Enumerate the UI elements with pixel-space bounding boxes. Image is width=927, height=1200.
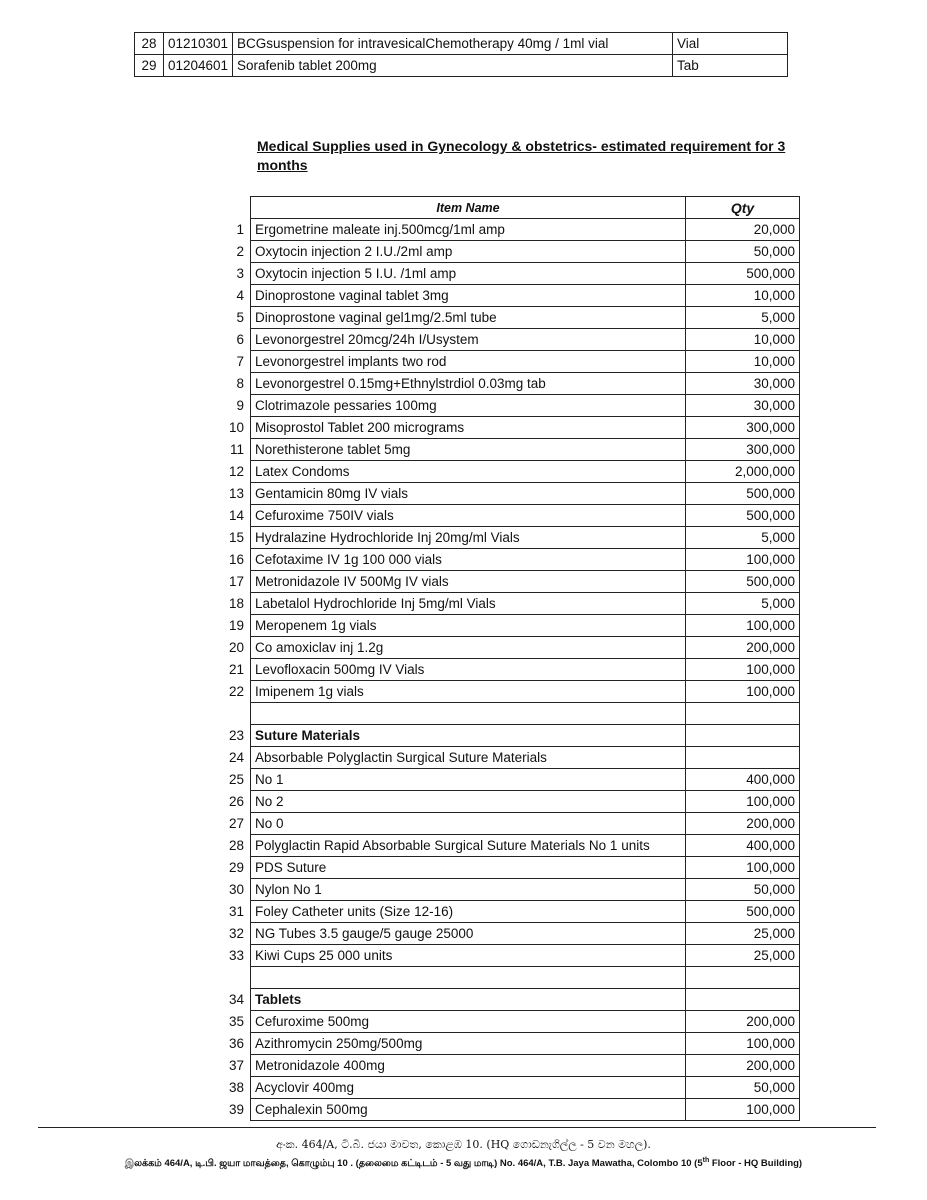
table-row xyxy=(216,879,800,901)
table-row xyxy=(216,835,800,857)
item-qty: 500,000 xyxy=(686,263,800,285)
table-row xyxy=(216,439,800,461)
table-row xyxy=(216,637,800,659)
table-row xyxy=(216,219,800,241)
qty-header: Qty xyxy=(686,197,800,219)
item-qty xyxy=(686,703,800,725)
item-qty: 100,000 xyxy=(686,659,800,681)
item-name: Acyclovir 400mg xyxy=(251,1077,686,1099)
item-name: NG Tubes 3.5 gauge/5 gauge 25000 xyxy=(251,923,686,945)
table-row xyxy=(216,549,800,571)
item-qty: 10,000 xyxy=(686,351,800,373)
item-qty: 100,000 xyxy=(686,857,800,879)
item-name: Ergometrine maleate inj.500mcg/1ml amp xyxy=(251,219,686,241)
table-row xyxy=(216,901,800,923)
item-qty: 200,000 xyxy=(686,1011,800,1033)
item-name: Cefotaxime IV 1g 100 000 vials xyxy=(251,549,686,571)
row-number: 29 xyxy=(228,860,244,875)
row-number: 3 xyxy=(236,266,244,281)
item-qty: 100,000 xyxy=(686,681,800,703)
table-row xyxy=(135,33,788,55)
row-number: 28 xyxy=(135,33,164,55)
item-name: Latex Condoms xyxy=(251,461,686,483)
footer-address-text: இலக்கம் 464/A, டி.பி. ஜயா மாவத்தை, கொழும்பு 10 . (தலைமை கட்டிடம் - 5 வது மாடி) No. 464/A, T.B. Jaya Mawatha, Colombo 10 (5 xyxy=(124,1158,703,1170)
item-qty xyxy=(686,725,800,747)
item-qty: 500,000 xyxy=(686,483,800,505)
item-qty: 25,000 xyxy=(686,923,800,945)
row-number: 32 xyxy=(228,926,244,941)
item-name: BCGsuspension for intravesicalChemotherapy 40mg / 1ml vial xyxy=(233,33,673,55)
item-qty xyxy=(686,967,800,989)
item-name: Cefuroxime 500mg xyxy=(251,1011,686,1033)
table-row xyxy=(216,1099,800,1121)
item-name: Labetalol Hydrochloride Inj 5mg/ml Vials xyxy=(251,593,686,615)
item-qty: 5,000 xyxy=(686,593,800,615)
row-number: 13 xyxy=(228,486,244,501)
footer-divider xyxy=(38,1127,876,1128)
table-row xyxy=(216,329,800,351)
item-qty: 100,000 xyxy=(686,549,800,571)
item-name: Metronidazole 400mg xyxy=(251,1055,686,1077)
table-row xyxy=(216,769,800,791)
table-row xyxy=(216,307,800,329)
section-label: Suture Materials xyxy=(251,725,686,747)
table-row xyxy=(135,55,788,77)
row-number: 23 xyxy=(228,728,244,743)
row-number: 21 xyxy=(228,662,244,677)
item-name: Hydralazine Hydrochloride Inj 20mg/ml Vials xyxy=(251,527,686,549)
item-name: Norethisterone tablet 5mg xyxy=(251,439,686,461)
row-number: 12 xyxy=(228,464,244,479)
item-name: Oxytocin injection 2 I.U./2ml amp xyxy=(251,241,686,263)
table-row xyxy=(216,1033,800,1055)
section-label: Tablets xyxy=(251,989,686,1011)
table-row xyxy=(216,1077,800,1099)
row-number: 2 xyxy=(236,244,244,259)
item-name xyxy=(251,703,686,725)
item-name: Sorafenib tablet 200mg xyxy=(233,55,673,77)
item-qty: 50,000 xyxy=(686,1077,800,1099)
item-name: Azithromycin 250mg/500mg xyxy=(251,1033,686,1055)
item-qty: 300,000 xyxy=(686,439,800,461)
item-name: Meropenem 1g vials xyxy=(251,615,686,637)
item-qty: 50,000 xyxy=(686,879,800,901)
row-number: 9 xyxy=(236,398,244,413)
item-name: Foley Catheter units (Size 12-16) xyxy=(251,901,686,923)
row-number xyxy=(216,703,251,725)
item-name: No 1 xyxy=(251,769,686,791)
item-name: Levonorgestrel 20mcg/24h I/Usystem xyxy=(251,329,686,351)
item-name: Dinoprostone vaginal gel1mg/2.5ml tube xyxy=(251,307,686,329)
item-qty: 10,000 xyxy=(686,329,800,351)
item-name: Misoprostol Tablet 200 micrograms xyxy=(251,417,686,439)
item-qty: 10,000 xyxy=(686,285,800,307)
row-number: 36 xyxy=(228,1036,244,1051)
row-number: 35 xyxy=(228,1014,244,1029)
table-row xyxy=(216,945,800,967)
row-number: 29 xyxy=(135,55,164,77)
item-qty: 400,000 xyxy=(686,769,800,791)
item-name: Polyglactin Rapid Absorbable Surgical Suture Materials No 1 units xyxy=(251,835,686,857)
row-number: 17 xyxy=(228,574,244,589)
row-number: 18 xyxy=(228,596,244,611)
item-name: PDS Suture xyxy=(251,857,686,879)
item-name: Levofloxacin 500mg IV Vials xyxy=(251,659,686,681)
table-row xyxy=(216,747,800,769)
table-row xyxy=(216,571,800,593)
row-number: 10 xyxy=(228,420,244,435)
item-qty: 500,000 xyxy=(686,505,800,527)
row-number: 1 xyxy=(236,222,244,237)
item-qty: 5,000 xyxy=(686,527,800,549)
row-number: 7 xyxy=(236,354,244,369)
table-header-row xyxy=(216,197,800,219)
row-number: 26 xyxy=(228,794,244,809)
item-qty: 30,000 xyxy=(686,395,800,417)
row-number: 16 xyxy=(228,552,244,567)
item-name: Metronidazole IV 500Mg IV vials xyxy=(251,571,686,593)
item-qty: 30,000 xyxy=(686,373,800,395)
table-row xyxy=(216,461,800,483)
row-number: 31 xyxy=(228,904,244,919)
table-row xyxy=(216,681,800,703)
section-heading: Medical Supplies used in Gynecology & obstetrics- estimated requirement for 3 months xyxy=(257,138,786,173)
item-qty: 100,000 xyxy=(686,1033,800,1055)
row-number: 22 xyxy=(228,684,244,699)
table-row xyxy=(216,593,800,615)
item-qty: 200,000 xyxy=(686,637,800,659)
row-number: 37 xyxy=(228,1058,244,1073)
item-name: No 0 xyxy=(251,813,686,835)
item-qty xyxy=(686,989,800,1011)
row-number: 33 xyxy=(228,948,244,963)
table-row xyxy=(216,615,800,637)
item-name: Levonorgestrel 0.15mg+Ethnylstrdiol 0.03mg tab xyxy=(251,373,686,395)
table-row xyxy=(216,505,800,527)
footer-address-ordinal: th xyxy=(702,1157,710,1164)
item-name: No 2 xyxy=(251,791,686,813)
footer-address-sinhala: අංක. 464/A, ටී.බී. ජයා මාවත, කොළඹ 10. (HQ ගොඩනැගිල්ල - 5 වන මහල). xyxy=(276,1138,651,1151)
item-qty: 400,000 xyxy=(686,835,800,857)
section-row xyxy=(216,725,800,747)
item-qty: 100,000 xyxy=(686,615,800,637)
item-unit: Tab xyxy=(673,55,788,77)
table-row xyxy=(216,285,800,307)
table-row xyxy=(216,967,800,989)
item-qty: 20,000 xyxy=(686,219,800,241)
table-row xyxy=(216,659,800,681)
item-name: Co amoxiclav inj 1.2g xyxy=(251,637,686,659)
item-name: Cephalexin 500mg xyxy=(251,1099,686,1121)
footer-address-tamil-english xyxy=(0,1157,927,1170)
item-qty: 200,000 xyxy=(686,1055,800,1077)
table-row xyxy=(216,483,800,505)
footer-address-suffix: Floor - HQ Building) xyxy=(709,1158,803,1170)
row-number: 11 xyxy=(229,442,244,457)
item-qty xyxy=(686,747,800,769)
row-number: 20 xyxy=(228,640,244,655)
table-row xyxy=(216,1055,800,1077)
row-number: 14 xyxy=(228,508,244,523)
row-number: 30 xyxy=(228,882,244,897)
item-name: Levonorgestrel implants two rod xyxy=(251,351,686,373)
number-column-header xyxy=(216,197,251,219)
row-number: 8 xyxy=(236,376,244,391)
table-row xyxy=(216,527,800,549)
item-name: Imipenem 1g vials xyxy=(251,681,686,703)
table-row xyxy=(216,395,800,417)
item-name: Oxytocin injection 5 I.U. /1ml amp xyxy=(251,263,686,285)
row-number: 19 xyxy=(228,618,244,633)
previous-table-continuation xyxy=(134,32,788,77)
item-name-header: Item Name xyxy=(251,197,686,219)
item-qty: 500,000 xyxy=(686,901,800,923)
item-unit: Vial xyxy=(673,33,788,55)
table-row xyxy=(216,417,800,439)
row-number: 15 xyxy=(228,530,244,545)
row-number xyxy=(216,967,251,989)
item-name: Clotrimazole pessaries 100mg xyxy=(251,395,686,417)
item-qty: 500,000 xyxy=(686,571,800,593)
row-number: 6 xyxy=(236,332,244,347)
item-name: Gentamicin 80mg IV vials xyxy=(251,483,686,505)
row-number: 38 xyxy=(228,1080,244,1095)
item-code: 01210301 xyxy=(164,33,233,55)
row-number: 34 xyxy=(228,992,244,1007)
item-qty: 2,000,000 xyxy=(686,461,800,483)
row-number: 5 xyxy=(236,310,244,325)
item-name: Cefuroxime 750IV vials xyxy=(251,505,686,527)
row-number: 4 xyxy=(236,288,244,303)
item-qty: 100,000 xyxy=(686,791,800,813)
table-row xyxy=(216,703,800,725)
item-qty: 5,000 xyxy=(686,307,800,329)
item-name: Nylon No 1 xyxy=(251,879,686,901)
table-row xyxy=(216,923,800,945)
supplies-table xyxy=(216,196,800,1121)
section-row xyxy=(216,989,800,1011)
item-name: Dinoprostone vaginal tablet 3mg xyxy=(251,285,686,307)
table-row xyxy=(216,351,800,373)
item-name xyxy=(251,967,686,989)
row-number: 39 xyxy=(228,1102,244,1117)
table-row xyxy=(216,813,800,835)
item-qty: 200,000 xyxy=(686,813,800,835)
table-row xyxy=(216,263,800,285)
row-number: 25 xyxy=(228,772,244,787)
row-number: 27 xyxy=(228,816,244,831)
table-row xyxy=(216,241,800,263)
item-name: Kiwi Cups 25 000 units xyxy=(251,945,686,967)
item-qty: 100,000 xyxy=(686,1099,800,1121)
table-row xyxy=(216,1011,800,1033)
item-qty: 50,000 xyxy=(686,241,800,263)
item-name: Absorbable Polyglactin Surgical Suture Materials xyxy=(251,747,686,769)
item-code: 01204601 xyxy=(164,55,233,77)
table-row xyxy=(216,857,800,879)
item-qty: 25,000 xyxy=(686,945,800,967)
row-number: 24 xyxy=(228,750,244,765)
table-row xyxy=(216,373,800,395)
table-row xyxy=(216,791,800,813)
row-number: 28 xyxy=(228,838,244,853)
item-qty: 300,000 xyxy=(686,417,800,439)
